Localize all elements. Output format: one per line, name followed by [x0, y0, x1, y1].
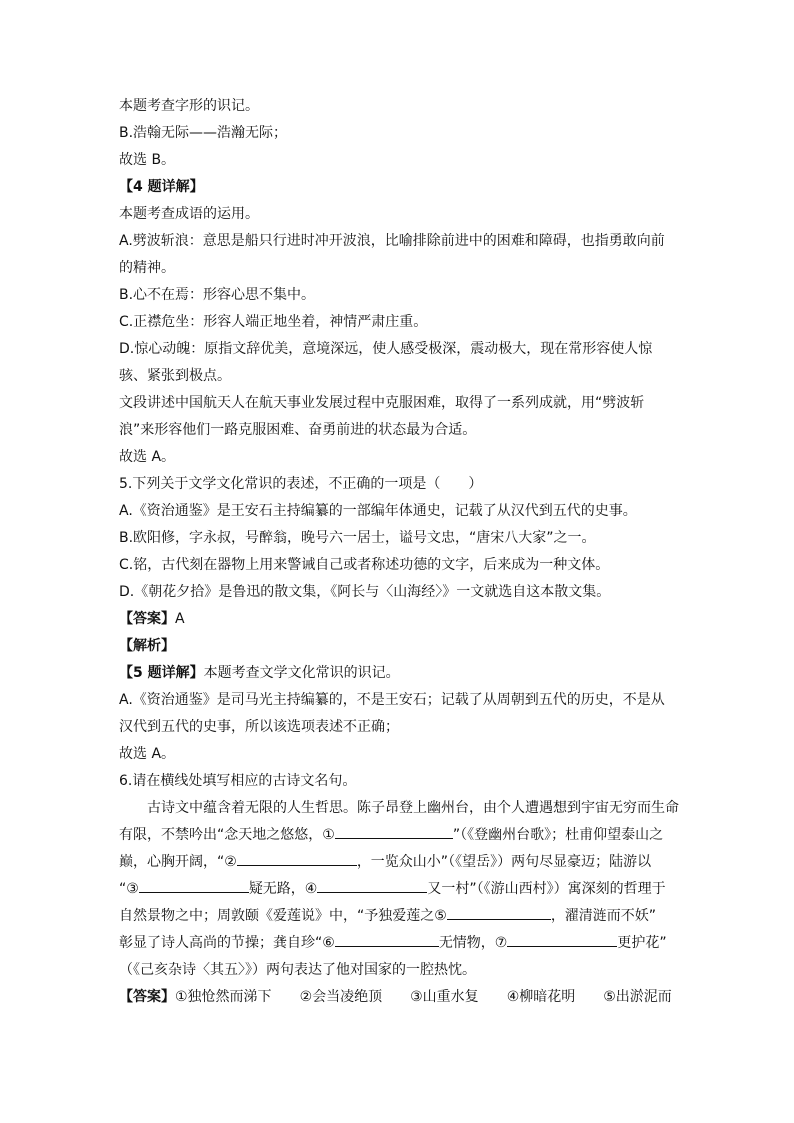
text-span: 无情物，⑦ — [438, 935, 508, 951]
text-line: B.心不在焉：形容心思不集中。 — [119, 287, 316, 303]
fill-blank-7 — [507, 932, 617, 947]
answer-item: ⑤出淤泥而 — [603, 989, 672, 1005]
section-heading: 【4 题详解】 — [119, 179, 204, 195]
answer-label: 【答案】 — [119, 611, 175, 627]
text-line: A.《资治通鉴》是司马光主持编纂的，不是王安石；记载了从周朝到五代的历史，不是从 — [119, 692, 665, 708]
text-line: （《己亥杂诗〈其五〉》）两句表达了他对国家的一腔热忱。 — [119, 962, 476, 978]
text-span: 疑无路，④ — [248, 881, 318, 897]
text-line — [119, 930, 679, 957]
question-5: 5.下列关于文学文化常识的表述，不正确的一项是（ ） — [119, 476, 483, 492]
answer-item: ②会当凌绝顶 — [299, 989, 383, 1005]
text-span: ，濯清涟而不妖” — [550, 908, 657, 924]
fill-blank-1 — [335, 824, 453, 839]
text-line — [119, 660, 679, 687]
fill-blank-6 — [335, 932, 439, 947]
answer-item: ④柳暗花明 — [506, 989, 576, 1005]
analysis-heading: 【解析】 — [119, 638, 175, 654]
text-line — [119, 903, 679, 930]
text-span: 有限，不禁吟出“念天地之悠悠，① — [119, 827, 335, 843]
text-span: “③ — [119, 881, 139, 897]
text-span: 又一村”（《游山西村》）寓深刻的哲理于 — [427, 881, 666, 897]
text-line — [119, 822, 679, 849]
text-line: D.惊心动魄：原指文辞优美，意境深远，使人感受极深，震动极大，现在常形容使人惊 — [119, 341, 653, 357]
answer-line — [119, 606, 679, 633]
option-c: C.铭，古代刻在器物上用来警诫自己或者称述功德的文字，后来成为一种文体。 — [119, 557, 610, 573]
text-line: 古诗文中蕴含着无限的人生哲思。陈子昂登上幽州台，由个人遭遇想到宇宙无穷而生命 — [147, 800, 679, 816]
section-heading: 【5 题详解】 — [119, 665, 204, 681]
text-line: 骇、紧张到极点。 — [119, 368, 231, 384]
text-line: A.劈波斩浪：意思是船只行进时冲开波浪，比喻排除前进中的困难和障碍，也指勇敢向前 — [119, 233, 665, 249]
text-span: 巅，心胸开阔，“② — [119, 854, 237, 870]
text-line: C.正襟危坐：形容人端正地坐着，神情严肃庄重。 — [119, 314, 428, 330]
text-span: 自然景物之中；周敦颐《爱莲说》中，“予独爱莲之⑤ — [119, 908, 447, 924]
text-span: 本题考查文学文化常识的识记。 — [203, 665, 400, 681]
text-line: 本题考查成语的运用。 — [119, 206, 259, 222]
option-a: A.《资治通鉴》是王安石主持编纂的一部编年体通史，记载了从汉代到五代的史事。 — [119, 503, 637, 519]
answer-item: ①独怆然而涕下 — [175, 989, 272, 1005]
fill-blank-3 — [139, 878, 249, 893]
text-span: 更护花” — [617, 935, 667, 951]
text-line — [119, 849, 679, 876]
text-line: B.浩翰无际——浩瀚无际； — [119, 125, 288, 141]
text-line: 故选 A。 — [119, 449, 176, 465]
text-span: ，一览众山小”（《望岳》）两句尽显豪迈；陆游以 — [356, 854, 652, 870]
fill-blank-4 — [317, 878, 427, 893]
text-span: 彰显了诗人高尚的节操；龚自珍“⑥ — [119, 935, 335, 951]
text-line: 浪”来形容他们一路克服困难、奋勇前进的状态最为合适。 — [119, 422, 477, 438]
fill-blank-5 — [447, 905, 551, 920]
text-line: 故选 B。 — [119, 152, 176, 168]
text-line: 汉代到五代的史事，所以该选项表述不正确； — [119, 719, 399, 735]
answer-line — [119, 984, 679, 1011]
text-line — [119, 876, 679, 903]
fill-blank-2 — [237, 851, 357, 866]
answer-label: 【答案】 — [119, 989, 175, 1005]
option-b: B.欧阳修，字永叔，号醉翁，晚号六一居士，谥号文忠，“唐宋八大家”之一。 — [119, 530, 596, 546]
document-page — [119, 93, 679, 1011]
text-line: 的精神。 — [119, 260, 175, 276]
answer-value: A — [175, 611, 185, 627]
text-line: 文段讲述中国航天人在航天事业发展过程中克服困难，取得了一系列成就，用“劈波斩 — [119, 395, 645, 411]
text-line: 本题考查字形的识记。 — [119, 98, 259, 114]
question-6: 6.请在横线处填写相应的古诗文名句。 — [119, 773, 357, 789]
text-line: 故选 A。 — [119, 746, 176, 762]
answer-item: ③山重水复 — [410, 989, 479, 1005]
text-span: ”（《登幽州台歌》；杜甫仰望泰山之 — [452, 827, 664, 843]
option-d: D.《朝花夕拾》是鲁迅的散文集，《阿长与〈山海经〉》一文就选自这本散文集。 — [119, 584, 611, 600]
